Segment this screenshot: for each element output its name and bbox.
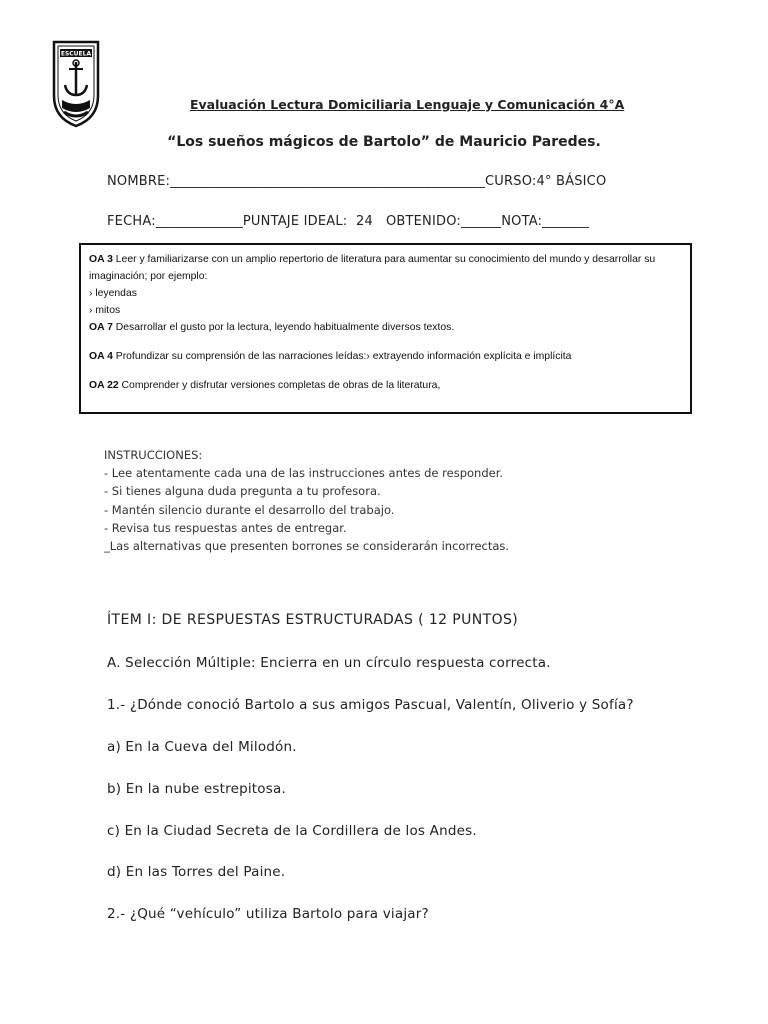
oa4-code: OA 4 (89, 351, 113, 362)
question-1-option-d[interactable]: d) En las Torres del Paine. (107, 864, 286, 880)
evaluation-title: Evaluación Lectura Domiciliaria Lenguaje y Comunicación 4°A (190, 97, 625, 112)
instruction-item: - Si tienes alguna duda pregunta a tu profesora. (104, 484, 381, 499)
instructions-block (104, 446, 704, 555)
school-crest-logo (50, 38, 102, 128)
oa22-text: Comprender y disfrutar versiones completas de obras de la literatura, (118, 380, 441, 391)
instruction-item: _Las alternativas que presenten borrones se considerarán incorrectas. (104, 539, 510, 554)
oa4-text: Profundizar su comprensión de las narraciones leídas:› extrayendo información explícita e implícita (112, 351, 572, 362)
book-title: “Los sueños mágicos de Bartolo” de Mauricio Paredes. (167, 134, 601, 150)
instruction-item: - Lee atentamente cada una de las instrucciones antes de responder. (104, 466, 504, 481)
oa7-code: OA 7 (89, 322, 113, 333)
oa22-objective (89, 377, 682, 394)
oa3-text: Leer y familiarizarse con un amplio repertorio de literatura para aumentar su conocimiento del mundo y desarrollar su imaginación; por ejemplo: (89, 254, 656, 282)
question-2: 2.- ¿Qué “vehículo” utiliza Bartolo para viajar? (107, 906, 429, 922)
multiple-choice-instruction: A. Selección Múltiple: Encierra en un círculo respuesta correcta. (107, 655, 551, 671)
question-1-option-a[interactable]: a) En la Cueva del Milodón. (107, 739, 297, 755)
question-1-option-b[interactable]: b) En la nube estrepitosa. (107, 781, 286, 797)
oa3-code: OA 3 (89, 254, 113, 265)
item-section-title: ÍTEM I: DE RESPUESTAS ESTRUCTURADAS ( 12 PUNTOS) (107, 612, 519, 628)
question-1: 1.- ¿Dónde conoció Bartolo a sus amigos Pascual, Valentín, Oliverio y Sofía? (107, 697, 634, 713)
instruction-item: - Revisa tus respuestas antes de entregar. (104, 520, 347, 535)
fecha-puntaje-field: FECHA:_____________PUNTAJE IDEAL: 24 OBTENIDO:______NOTA:_______ (107, 214, 590, 229)
oa7-objective (89, 319, 682, 336)
question-1-option-c[interactable]: c) En la Ciudad Secreta de la Cordillera de los Andes. (107, 823, 477, 839)
nombre-curso-field: NOMBRE:_______________________________________________CURSO:4° BÁSICO (107, 174, 607, 189)
oa3-objective (89, 251, 682, 285)
oa4-objective (89, 348, 682, 365)
logo-text: ESCUELA (60, 50, 92, 58)
instruction-item: - Mantén silencio durante el desarrollo del trabajo. (104, 502, 395, 517)
learning-objectives-box (79, 243, 692, 414)
oa3-item-leyendas: › leyendas (89, 288, 137, 299)
school-anchor-crest-icon (50, 38, 102, 128)
oa7-text: Desarrollar el gusto por la lectura, leyendo habitualmente diversos textos. (112, 322, 455, 333)
oa22-code: OA 22 (89, 380, 119, 391)
oa3-item-mitos: › mitos (89, 305, 121, 316)
instructions-heading: INSTRUCCIONES: (104, 448, 203, 462)
